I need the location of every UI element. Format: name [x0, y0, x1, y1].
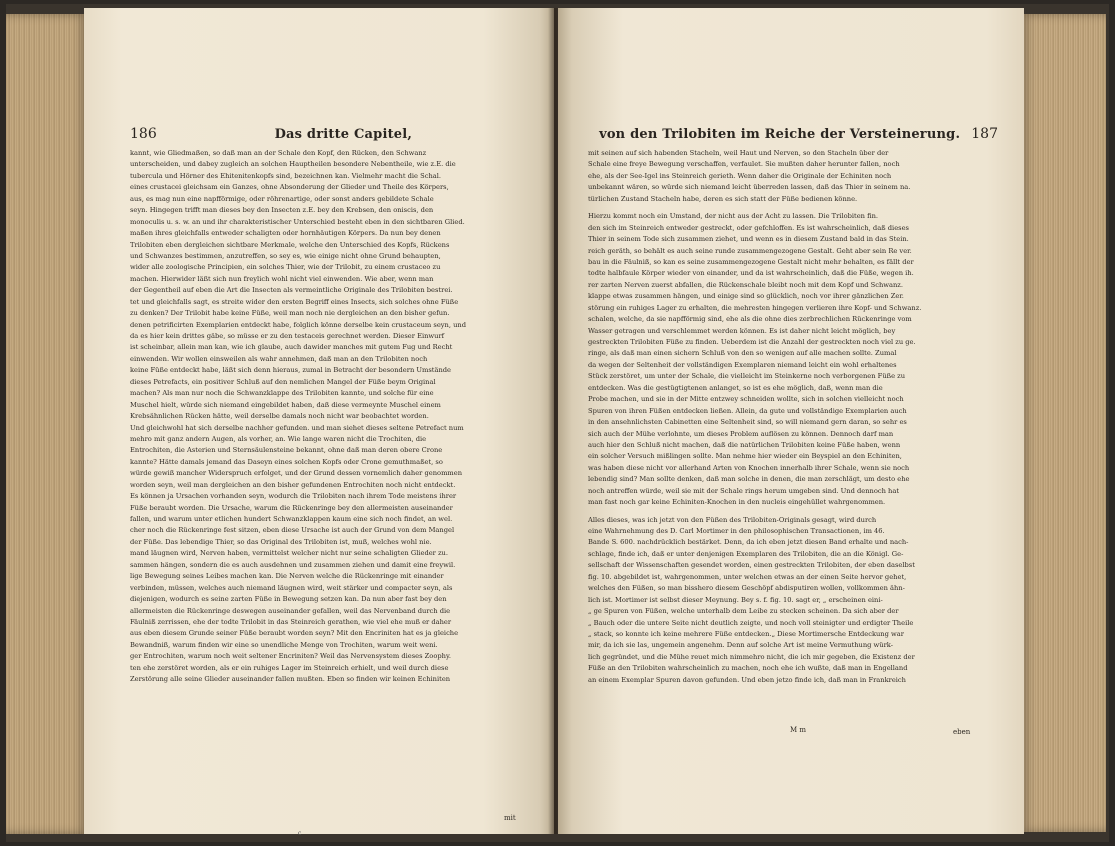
text-line: eines crustacei gleichsam ein Ganzes, ohne Absonderung der Glieder und Theile des Körpers,	[130, 183, 449, 192]
text-line: aus eben diesem Grunde seiner Füße beraubt worden seyn? Mit den Encriniten hat es ja gleiche	[130, 629, 459, 638]
left-page	[84, 8, 554, 837]
text-line: mehro mit ganz andern Augen, als vorher, an. Wie lange waren nicht die Trochiten, die	[130, 434, 427, 443]
text-line: der Gegentheil auf eben die Art die Insecten als vermeintliche Originale des Trilobiten bestrei.	[130, 286, 453, 295]
text-line: würde gewiß mancher Widerspruch erfolget, und der Grund dessen vornemlich daher genommen	[130, 469, 463, 478]
text-line: Hierzu kommt noch ein Umstand, der nicht aus der Acht zu lassen. Die Trilobiten fin.	[588, 212, 878, 221]
left-page-header	[130, 126, 530, 146]
text-line: wider alle zoologische Principien, ein solches Thier, wie der Trilobit, zu einem crustaceo zu	[130, 263, 441, 272]
text-line: „ stack, so konnte ich keine mehrere Füße entdecken.„ Diese Mortimersche Entdeckung war	[588, 629, 904, 638]
text-line: ein solcher Versuch mißlingen sollte. Man nehme hier wieder ein Beyspiel an den Echiniten,	[588, 452, 902, 461]
text-line: eine Wahrnehmung des D. Carl Mortimer in den philosophischen Transactionen, im 46.	[588, 527, 885, 535]
text-line: da wegen der Seltenheit der vollständigen Exemplaren niemand leicht ein wohl erhaltenes	[588, 360, 897, 369]
right-running-title: von den Trilobiten im Reiche der Versteinerung.	[599, 127, 961, 142]
text-line: kannte? Hätte damals jemand das Daseyn eines solchen Kopfs oder Crone gemuthmaßet, so	[130, 457, 443, 466]
text-line: tubercula und Hörner des Ehitenitenkopfs sind, bezeichnen kan. Vielmehr macht die Schal.	[130, 171, 442, 180]
text-line: mir, da ich sie las, ungemein angenehm. Denn auf solche Art ist meine Vermuthung würk-	[588, 641, 893, 650]
text-line: Krebsähnlichen Rücken hätte, weil derselbe damals noch nicht war beobachtet worden.	[130, 412, 429, 421]
text-line: klappe etwas zusammen hängen, und einige sind so glücklich, noch vor ihrer gänzlichen Zer.	[588, 292, 904, 301]
text-line: machen. Hierwider läßt sich nun freylich wohl nicht viel einwenden. Wie aber, wenn man	[130, 274, 434, 283]
text-line: einwenden. Wir wollen einsweilen als wahr annehmen, daß man an den Trilobiten noch	[130, 354, 428, 363]
text-line: unbekannt wären, so würde sich niemand leicht überreden lassen, daß das Thier in seinem na.	[588, 183, 911, 192]
text-line: Fäulniß zerrissen, ehe der todte Trilobit in das Steinreich gerathen, wie viel ehe muß er daher	[130, 617, 452, 626]
text-line: Probe machen, und sie in der Mitte entzwey schneiden wollte, sich in solchen vielleicht noch	[588, 395, 904, 404]
text-line: mand läugnen wird, Nerven haben, vermittelst welcher nicht nur seine schaligten Glieder zu.	[130, 549, 448, 558]
text-line: Stück zerstöret, um unter der Schale, die vielleicht im Steinkerne noch verborgenen Füße zu	[588, 372, 906, 381]
text-line: monoculis u. s. w. an und ihr charakteristischer Unterschied besteht eben in den sichtbaren Glied.	[130, 217, 465, 226]
text-line: welches den Füßen, so man bisshero diesem Geschöpf abdisputiren wollen, vollkommen ähn-	[588, 584, 905, 593]
right-page-header	[588, 126, 998, 146]
text-line: sellschaft der Wissenschaften gesendet worden, einen gestreckten Trilobiten, der eben daselbst	[588, 561, 915, 570]
text-line: Bande S. 600. nachdrücklich bestärket. Denn, da ich eben jetzt diesen Band erhalte und nach-	[588, 538, 909, 547]
page-edges-right	[1020, 14, 1106, 832]
text-line: türlichen Zustand Stacheln habe, deren es sich statt der Füße bedienen könne.	[588, 194, 858, 203]
text-line: zu denken? Der Trilobit habe keine Füße, weil man noch nie dergleichen an den bisher gefun.	[130, 309, 450, 318]
text-line: mit seinen auf sich habenden Stacheln, weil Haut und Nerven, so den Stacheln über der	[588, 149, 889, 157]
text-line: worden seyn, weil man dergleichen an den bisher gefundenen Entrochiten noch nicht entdeckt.	[130, 480, 456, 489]
text-line: da es hier kein drittes gäbe, so müsse er zu den testaceis gerechnet werden. Dieser Einwurf	[130, 332, 445, 340]
text-line: lich ist. Mortimer ist selbst dieser Meynung. Bey s. f. fig. 10. sagt er, „ erscheinen eini-	[588, 595, 883, 604]
text-line: cher noch die Rückenringe fest sitzen, eben diese Ursache ist auch der Grund von dem Mangel	[130, 526, 455, 535]
text-line: ehe, als der See-Igel ins Steinreich gerieth. Wenn daher die Originale der Echiniten noch	[588, 171, 892, 180]
text-line: Muschel hielt, würde sich niemand eingebildet haben, daß diese vermeynte Muschel einem	[130, 400, 441, 409]
text-line: Spuren von ihren Füßen entdecken ließen. Allein, da gute und vollständige Exemplarien auch	[588, 406, 907, 415]
text-line: reich geräth, so behält es auch seine runde zusammengezogene Gestalt. Geht aber sein Re ver.	[588, 246, 912, 255]
text-line: lich gegründet, und die Mühe reuet mich nimmehro nicht, die ich mir gegeben, die Existenz der	[588, 652, 915, 661]
text-line: an einem Exemplar Spuren davon gefunden. Und eben jetzo finde ich, daß man in Frankreich	[588, 675, 906, 684]
text-line: in den ansehnlichsten Cabinetten eine Seltenheit sind, so will niemand gern daran, so sehr es	[588, 418, 907, 427]
text-line: rer zarten Nerven zuerst abfallen, die Rückenschale bleibt noch mit dem Kopf und Schwanz.	[588, 280, 903, 289]
text-line: fig. 10. abgebildet ist, wahrgenommen, unter welchen etwas an der einen Seite hervor gehet,	[588, 572, 907, 581]
signature-mark: M m	[790, 726, 807, 734]
text-line: Füße an den Trilobiten wahrscheinlich zu machen, noch ehe ich wußte, daß man in Engelland	[588, 664, 908, 673]
text-line: sich auch der Mühe verlohnte, um dieses Problem auflösen zu können. Dennoch darf man	[588, 429, 894, 438]
text-line: der Füße. Das lebendige Thier, so das Original des Trilobiten ist, muß, welches wohl nie.	[130, 537, 432, 546]
text-line: keine Füße entdeckt habe, läßt sich denn hieraus, zumal in Betracht der besondern Umstände	[130, 366, 451, 375]
text-line: lige Bewegung seines Leibes machen kan. Die Nerven welche die Rückenringe mit einander	[130, 572, 444, 581]
text-line: lebendig sind? Man sollte denken, daß man solche in denen, die man zerschlägt, um desto ehe	[588, 475, 910, 484]
text-line: Trilobiten eben dergleichen sichtbare Merkmale, welche den Unterschied des Kopfs, Rückens	[130, 240, 450, 249]
right-page-body	[588, 148, 998, 686]
text-line: störung ein ruhiges Lager zu erhalten, die mehresten hingegen verlieren ihre Kopf- und Schwanz.	[588, 303, 922, 312]
right-page	[558, 8, 1024, 834]
text-line: aus, es mag nun eine napfförmige, oder röhrenartige, oder sonst anders gebildete Schale	[130, 194, 434, 203]
text-line: ist scheinbar, allein man kan, wie ich glaube, auch dawider manches mit gutem Fug und Recht	[130, 343, 453, 352]
text-line: man fast noch gar keine Echiniten-Knochen in den nucleis eingehüllet wahrgenommen.	[588, 498, 886, 507]
text-line: todte halbfaule Körper wieder von einander, und da ist wahrscheinlich, daß die Füße, wegen ih.	[588, 269, 914, 278]
text-line: sammen hängen, sondern die es auch ausdehnen und zusammen ziehen und damit eine freywil.	[130, 560, 456, 569]
text-line: ger Entrochiten, warum noch weit seltener Encriniten? Weil das Nervensystem dieses Zoophy.	[130, 652, 451, 661]
text-line: seyn. Hingegen trifft man dieses bey den Insecten z.E. bey den Krebsen, den oniscis, den	[130, 206, 434, 215]
text-line: und Schwanzes bestimmen, anzutreffen, so sey es, wie einige nicht ohne Grund behaupten,	[130, 251, 441, 260]
text-line: diejenigen, wodurch es seine zarten Füße in Bewegung setzen kan. Da nun aber fast bey den	[130, 595, 447, 604]
page-edges-left	[6, 14, 88, 834]
text-line: unterscheiden, und dabey zugleich an solchen Hauptheilen besondere Nebentheile, wie z.E. die	[130, 160, 456, 169]
text-line: was haben diese nicht vor allerhand Arten von Knochen innerhalb ihrer Schale, wenn sie noch	[588, 463, 910, 472]
left-page-number: 186	[130, 126, 157, 142]
text-line: Und gleichwohl hat sich derselbe nachher gefunden. und man siehet dieses seltene Petrefact num	[130, 423, 464, 432]
text-line: gestreckten Trilobiten Füße zu finden. Ueberdem ist die Anzahl der gestreckten noch viel zu ge.	[588, 338, 916, 346]
text-line: noch antreffen würde, weil sie mit der Schale rings herum umgeben sind. Und dennoch hat	[588, 486, 900, 495]
left-running-title: Das dritte Capitel,	[274, 127, 413, 142]
text-line: verbinden, müssen, welches auch niemand läugnen wird, weit stärker und compacter seyn, als	[130, 583, 453, 592]
text-line: Zerstörung alle seine Glieder auseinander fallen mußten. Eben so finden wir keinen Echiniten	[130, 675, 451, 684]
text-line: „ Bauch oder die untere Seite nicht deutlich zeigte, und noch voll steinigter und erdigter Theile	[588, 618, 914, 627]
text-line: tet und gleichfalls sagt, es streite wider den ersten Begriff eines Insects, sich solches ohne Füße	[130, 297, 459, 306]
text-line: Alles dieses, was ich jetzt von den Füßen des Trilobiten-Originals gesagt, wird durch	[588, 515, 877, 524]
text-line: allermeisten die Rückenringe deswegen auseinander gefallen, weil das Nervenband durch die	[130, 606, 451, 615]
text-line: schalen, welche, da sie napfförmig sind, ehe als die ohne dies zerbrechlichen Rückenringe vom	[588, 315, 912, 324]
right-page-number: 187	[971, 126, 998, 142]
text-line: Thier in seinem Tode sich zusammen ziehet, und wenn es in diesem Zustand bald in das Stein.	[588, 235, 909, 244]
text-line: Entrochiten, die Asterien und Sternsäulensteine bekannt, ohne daß man deren obere Crone	[130, 446, 443, 455]
stain-mark: c	[298, 830, 302, 837]
left-catchword: mit	[504, 814, 516, 822]
text-line: Bewandniß, warum finden wir eine so unendliche Menge von Trochiten, warum weit weni.	[130, 640, 438, 649]
text-line: ten ehe zerstöret worden, als er ein ruhiges Lager im Steinreich erhielt, und weil durch diese	[130, 663, 449, 672]
text-line: Schale eine freye Bewegung verschaffen, verfaulet. Sie mußten daher herunter fallen, noch	[588, 160, 900, 169]
text-line: entdecken. Was die gestügtigtenen anlanget, so ist es ehe möglich, daß, wenn man die	[588, 383, 883, 392]
text-line: den sich im Steinreich entweder gestreckt, oder gefchloffen. Es ist wahrscheinlich, daß dieses	[588, 223, 909, 232]
left-page-body	[130, 148, 530, 686]
right-catchword: eben	[953, 728, 971, 736]
text-line: bau in die Fäulniß, so kan es seine zusammengezogene Gestalt nicht mehr behalten, es fällt der	[588, 257, 914, 266]
text-line: Füße beraubt worden. Die Ursache, warum die Rückenringe bey den allermeisten auseinander	[130, 503, 453, 512]
text-line: Wasser getragen und verschlemmet werden können. Es ist daher nicht leicht möglich, bey	[588, 326, 896, 335]
text-line: Es können ja Ursachen vorhanden seyn, wodurch die Trilobiten nach ihrem Tode meistens ihrer	[130, 492, 457, 501]
text-line: dieses Petrefacts, ein positiver Schluß auf den nemlichen Mangel der Füße beym Original	[130, 377, 436, 386]
text-line: ringe, als daß man einen sichern Schluß von den so wenigen auf alle machen sollte. Zumal	[588, 349, 897, 358]
text-line: machen? Als man nur noch die Schwanzklappe des Trilobiten kannte, und solche für eine	[130, 389, 434, 398]
text-line: schlage, finde ich, daß er unter denjenigen Exemplaren des Trilobiten, die an die Königl. Ge-	[588, 549, 904, 558]
text-line: auch hier den Schluß nicht machen, daß die natürlichen Trilobiten keine Füße haben, wenn	[588, 440, 901, 449]
text-line: „ ge Spuren von Füßen, welche unterhalb dem Leibe zu stecken scheinen. Da sich aber der	[588, 607, 899, 616]
text-line: maßen ihres gleichfalls entweder schaligten oder hornhäutigen Körpers. Da nun bey denen	[130, 229, 441, 238]
text-line: fallen, und warum unter etlichen hundert Schwanzklappen kaum eine sich noch findet, an wel.	[130, 515, 453, 523]
text-line: denen petrificirten Exemplarien entdeckt habe, folglich könne derselbe kein crustaceum seyn, und	[130, 320, 467, 329]
text-line: kannt, wie Gliedmaßen, so daß man an der Schale den Kopf, den Rücken, den Schwanz	[130, 149, 427, 157]
